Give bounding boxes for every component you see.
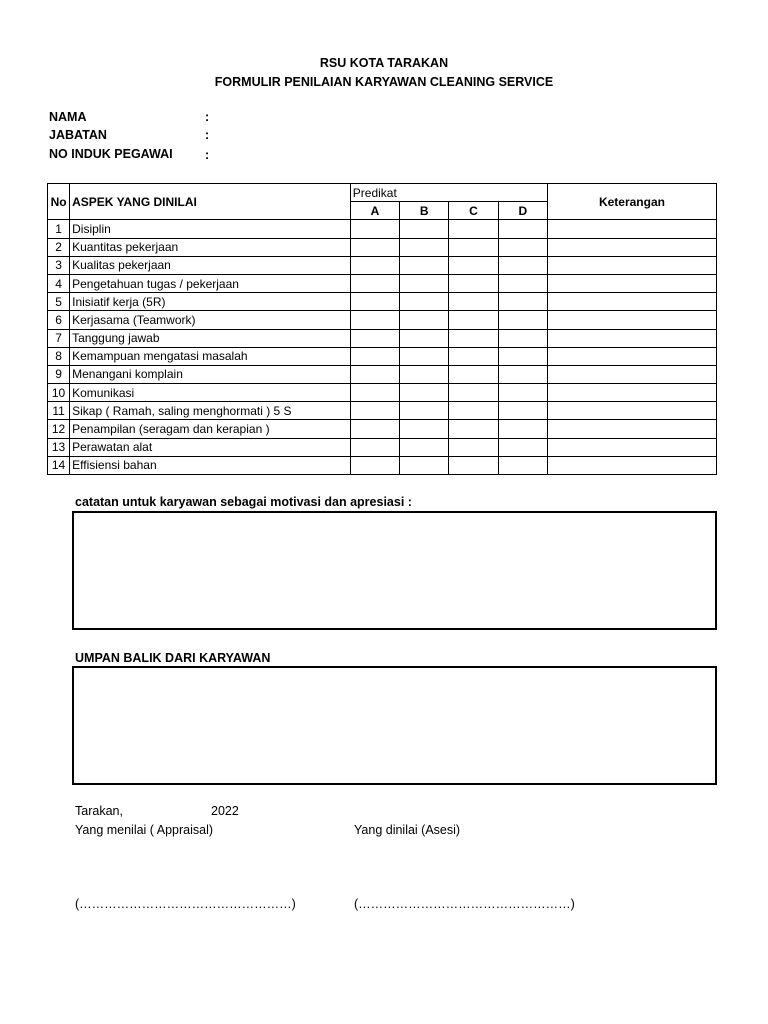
grade-cell-c[interactable]: [449, 274, 498, 292]
grade-cell-b[interactable]: [400, 347, 449, 365]
keterangan-cell[interactable]: [547, 384, 716, 402]
appraisee-signature-line: (……………………………………………): [354, 897, 575, 911]
grade-cell-b[interactable]: [400, 220, 449, 238]
row-aspek: Kualitas pekerjaan: [70, 256, 351, 274]
keterangan-cell[interactable]: [547, 420, 716, 438]
grade-cell-c[interactable]: [449, 456, 498, 474]
keterangan-cell[interactable]: [547, 347, 716, 365]
grade-cell-c[interactable]: [449, 384, 498, 402]
row-aspek: Tanggung jawab: [70, 329, 351, 347]
grade-cell-d[interactable]: [498, 238, 547, 256]
keterangan-cell[interactable]: [547, 274, 716, 292]
table-row: [48, 329, 717, 347]
row-number: 8: [48, 347, 70, 365]
row-number: 11: [48, 402, 70, 420]
grade-cell-b[interactable]: [400, 456, 449, 474]
umpan-balik-label: UMPAN BALIK DARI KARYAWAN: [75, 651, 271, 665]
grade-cell-b[interactable]: [400, 329, 449, 347]
row-aspek: Kemampuan mengatasi masalah: [70, 347, 351, 365]
table-row: [48, 274, 717, 292]
grade-cell-c[interactable]: [449, 293, 498, 311]
row-aspek: Pengetahuan tugas / pekerjaan: [70, 274, 351, 292]
row-number: 10: [48, 384, 70, 402]
grade-cell-d[interactable]: [498, 402, 547, 420]
row-aspek: Kuantitas pekerjaan: [70, 238, 351, 256]
row-number: 5: [48, 293, 70, 311]
header-aspek: ASPEK YANG DINILAI: [70, 184, 351, 220]
grade-cell-b[interactable]: [400, 256, 449, 274]
jabatan-label: JABATAN: [49, 128, 107, 142]
grade-cell-b[interactable]: [400, 402, 449, 420]
keterangan-cell[interactable]: [547, 220, 716, 238]
grade-cell-a[interactable]: [350, 438, 399, 456]
keterangan-cell[interactable]: [547, 329, 716, 347]
row-number: 6: [48, 311, 70, 329]
header-grade-b: B: [400, 202, 449, 220]
grade-cell-c[interactable]: [449, 420, 498, 438]
header-no: No: [48, 184, 70, 220]
grade-cell-a[interactable]: [350, 238, 399, 256]
grade-cell-b[interactable]: [400, 293, 449, 311]
year-label: 2022: [211, 804, 239, 818]
grade-cell-d[interactable]: [498, 311, 547, 329]
jabatan-colon: :: [205, 128, 210, 142]
keterangan-cell[interactable]: [547, 293, 716, 311]
table-row: [48, 420, 717, 438]
row-number: 1: [48, 220, 70, 238]
grade-cell-d[interactable]: [498, 420, 547, 438]
grade-cell-c[interactable]: [449, 238, 498, 256]
grade-cell-d[interactable]: [498, 384, 547, 402]
table-row: [48, 456, 717, 474]
grade-cell-b[interactable]: [400, 238, 449, 256]
grade-cell-d[interactable]: [498, 365, 547, 383]
keterangan-cell[interactable]: [547, 438, 716, 456]
table-row: [48, 347, 717, 365]
appraiser-label: Yang menilai ( Appraisal): [75, 823, 214, 837]
grade-cell-b[interactable]: [400, 311, 449, 329]
grade-cell-a[interactable]: [350, 402, 399, 420]
row-number: 2: [48, 238, 70, 256]
header-predikat: Predikat: [350, 184, 547, 202]
grade-cell-c[interactable]: [449, 256, 498, 274]
grade-cell-c[interactable]: [449, 347, 498, 365]
grade-cell-c[interactable]: [449, 220, 498, 238]
table-row: [48, 384, 717, 402]
grade-cell-c[interactable]: [449, 402, 498, 420]
table-row: [48, 256, 717, 274]
catatan-textbox[interactable]: [72, 511, 717, 630]
grade-cell-a[interactable]: [350, 256, 399, 274]
row-aspek: Penampilan (seragam dan kerapian ): [70, 420, 351, 438]
row-aspek: Sikap ( Ramah, saling menghormati ) 5 S: [70, 402, 351, 420]
assessment-table: [47, 183, 717, 475]
row-aspek: Inisiatif kerja (5R): [70, 293, 351, 311]
row-aspek: Disiplin: [70, 220, 351, 238]
table-row: [48, 438, 717, 456]
grade-cell-d[interactable]: [498, 456, 547, 474]
grade-cell-a[interactable]: [350, 365, 399, 383]
table-row: [48, 220, 717, 238]
grade-cell-a[interactable]: [350, 456, 399, 474]
grade-cell-d[interactable]: [498, 274, 547, 292]
grade-cell-d[interactable]: [498, 438, 547, 456]
nip-label: NO INDUK PEGAWAI: [49, 147, 173, 161]
row-aspek: Komunikasi: [70, 384, 351, 402]
keterangan-cell[interactable]: [547, 256, 716, 274]
grade-cell-d[interactable]: [498, 256, 547, 274]
table-row: [48, 238, 717, 256]
table-row: [48, 402, 717, 420]
row-aspek: Kerjasama (Teamwork): [70, 311, 351, 329]
grade-cell-a[interactable]: [350, 293, 399, 311]
grade-cell-d[interactable]: [498, 347, 547, 365]
grade-cell-a[interactable]: [350, 220, 399, 238]
row-number: 4: [48, 274, 70, 292]
grade-cell-b[interactable]: [400, 438, 449, 456]
form-title: RSU KOTA TARAKAN: [319, 56, 449, 70]
header-keterangan: Keterangan: [547, 184, 716, 220]
nip-colon: :: [205, 148, 210, 162]
grade-cell-c[interactable]: [449, 311, 498, 329]
grade-cell-b[interactable]: [400, 384, 449, 402]
place-label: Tarakan,: [75, 804, 123, 818]
appraiser-signature-line: (……………………………………………): [75, 897, 296, 911]
keterangan-cell[interactable]: [547, 456, 716, 474]
header-grade-a: A: [350, 202, 399, 220]
grade-cell-a[interactable]: [350, 274, 399, 292]
catatan-label: catatan untuk karyawan sebagai motivasi dan apresiasi :: [75, 495, 412, 509]
row-number: 13: [48, 438, 70, 456]
table-row: [48, 365, 717, 383]
row-number: 3: [48, 256, 70, 274]
grade-cell-a[interactable]: [350, 384, 399, 402]
grade-cell-a[interactable]: [350, 311, 399, 329]
grade-cell-b[interactable]: [400, 274, 449, 292]
grade-cell-d[interactable]: [498, 220, 547, 238]
grade-cell-d[interactable]: [498, 329, 547, 347]
row-number: 7: [48, 329, 70, 347]
keterangan-cell[interactable]: [547, 402, 716, 420]
header-grade-c: C: [449, 202, 498, 220]
grade-cell-b[interactable]: [400, 420, 449, 438]
keterangan-cell[interactable]: [547, 311, 716, 329]
header-grade-d: D: [498, 202, 547, 220]
grade-cell-d[interactable]: [498, 293, 547, 311]
appraisee-label: Yang dinilai (Asesi): [354, 823, 461, 837]
row-number: 14: [48, 456, 70, 474]
row-aspek: Menangani komplain: [70, 365, 351, 383]
keterangan-cell[interactable]: [547, 238, 716, 256]
grade-cell-a[interactable]: [350, 420, 399, 438]
keterangan-cell[interactable]: [547, 365, 716, 383]
row-number: 9: [48, 365, 70, 383]
form-subtitle: FORMULIR PENILAIAN KARYAWAN CLEANING SERVICE: [214, 75, 554, 89]
table-row: [48, 293, 717, 311]
umpan-balik-textbox[interactable]: [72, 666, 717, 785]
grade-cell-c[interactable]: [449, 438, 498, 456]
row-number: 12: [48, 420, 70, 438]
row-aspek: Perawatan alat: [70, 438, 351, 456]
grade-cell-a[interactable]: [350, 347, 399, 365]
table-row: [48, 311, 717, 329]
grade-cell-c[interactable]: [449, 365, 498, 383]
grade-cell-a[interactable]: [350, 329, 399, 347]
grade-cell-b[interactable]: [400, 365, 449, 383]
nama-colon: :: [205, 110, 210, 124]
nama-label: NAMA: [49, 110, 87, 124]
grade-cell-c[interactable]: [449, 329, 498, 347]
row-aspek: Effisiensi bahan: [70, 456, 351, 474]
